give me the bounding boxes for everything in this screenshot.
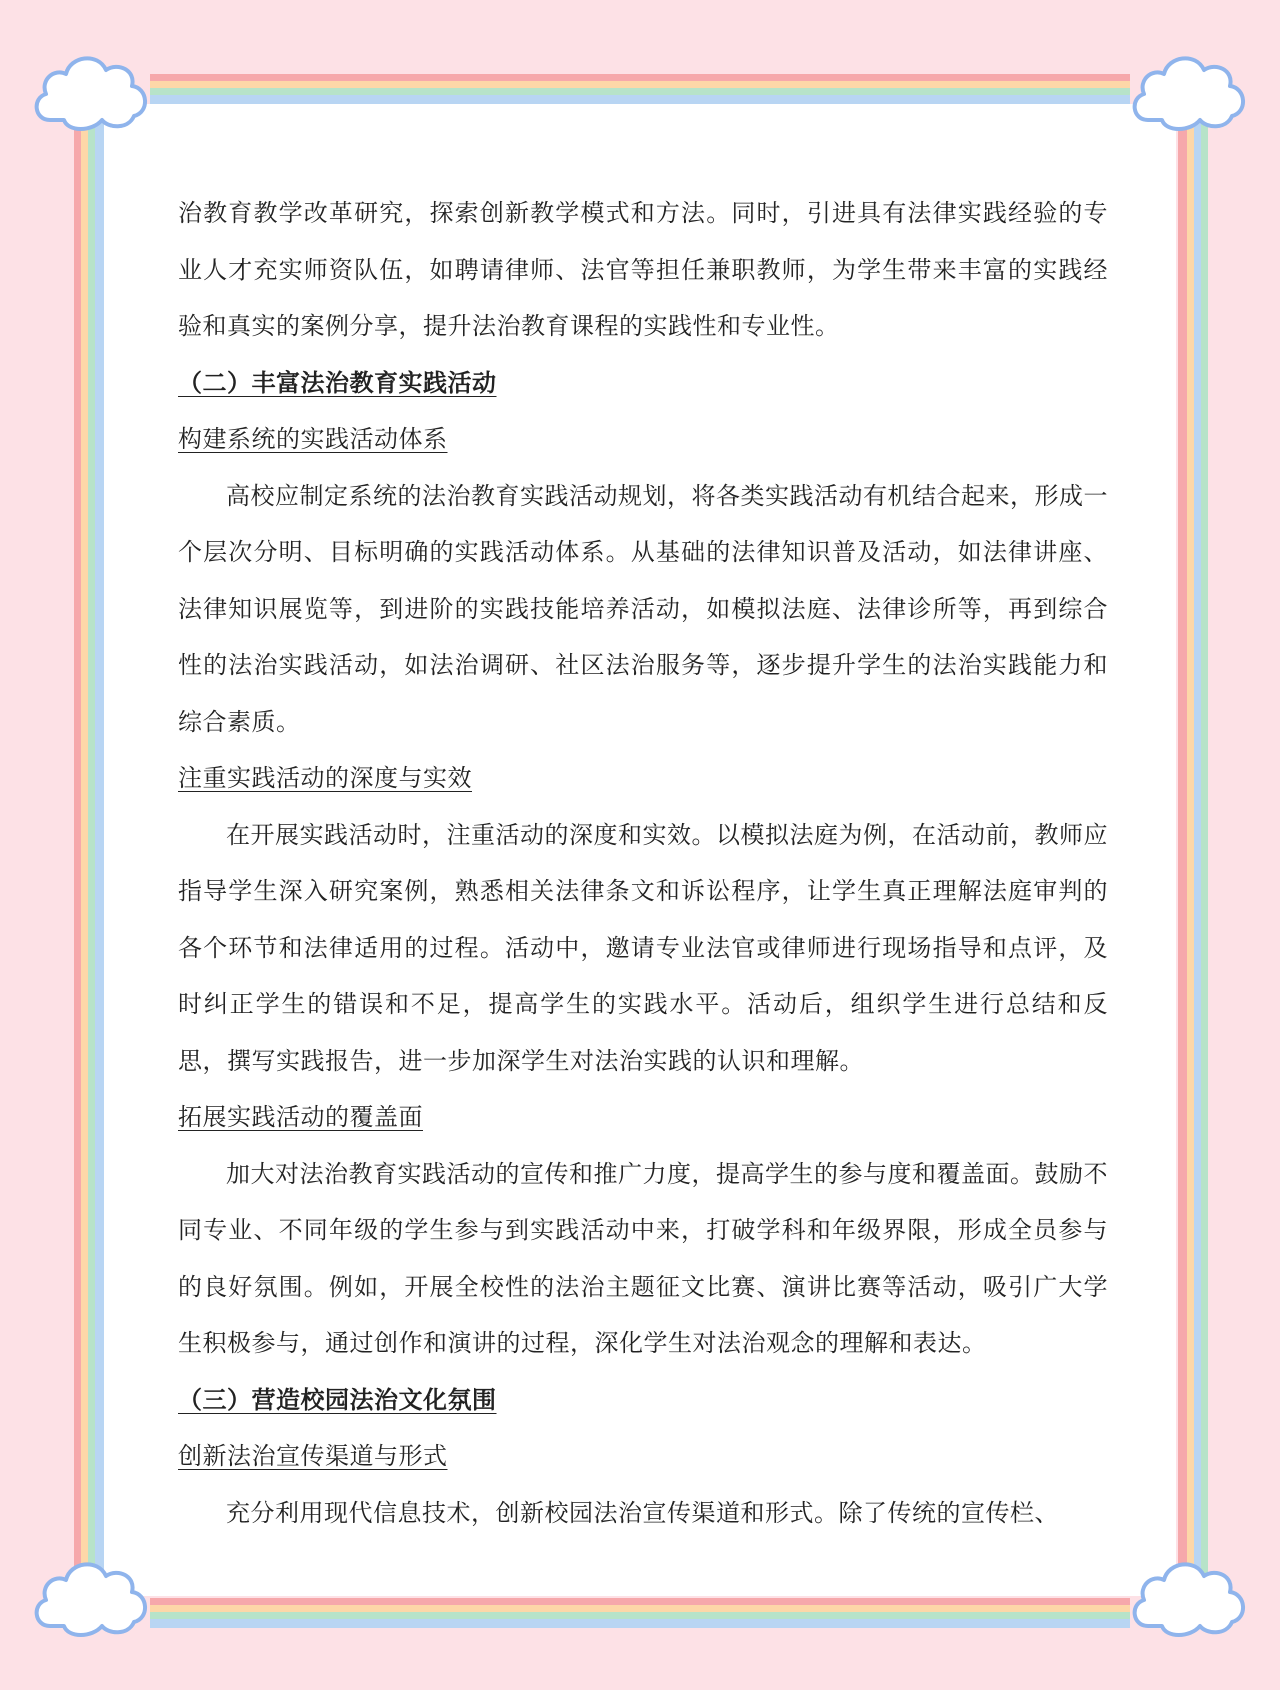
rainbow-frame-bottom [150,1598,1130,1628]
body-paragraph: 充分利用现代信息技术，创新校园法治宣传渠道和形式。除了传统的宣传栏、 [226,1498,1059,1527]
sub-heading: 注重实践活动的深度与实效 [178,764,472,792]
cloud-icon [28,1548,158,1648]
cloud-icon [1126,1548,1256,1648]
section-heading: （三）营造校园法治文化氛围 [178,1384,497,1414]
rainbow-frame-left [74,110,104,1590]
cloud-icon [1126,42,1256,142]
sub-heading: 创新法治宣传渠道与形式 [178,1442,448,1470]
body-paragraph: 在开展实践活动时，注重活动的深度和实效。以模拟法庭为例，在活动前，教师应指导学生深入研究案例，熟悉相关法律条文和诉讼程序，让学生真正理解法庭审判的各个环节和法律适用的过程。活动中，邀请专业法官或律师进行现场指导和点评，及时纠正学生的错误和不足，提高学生的实践水平。活动后，组织学生进行总结和反思，撰写实践报告，进一步加深学生对法治实践的认识和理解。 [178,820,1108,1075]
body-paragraph: 高校应制定系统的法治教育实践活动规划，将各类实践活动有机结合起来，形成一个层次分明、目标明确的实践活动体系。从基础的法律知识普及活动，如法律讲座、法律知识展览等，到进阶的实践技能培养活动，如模拟法庭、法律诊所等，再到综合性的法治实践活动，如法治调研、社区法治服务等，逐步提升学生的法治实践能力和综合素质。 [178,481,1108,736]
sub-heading: 构建系统的实践活动体系 [178,425,448,453]
body-paragraph: 加大对法治教育实践活动的宣传和推广力度，提高学生的参与度和覆盖面。鼓励不同专业、不同年级的学生参与到实践活动中来，打破学科和年级界限，形成全员参与的良好氛围。例如，开展全校性的法治主题征文比赛、演讲比赛等活动，吸引广大学生积极参与，通过创作和演讲的过程，深化学生对法治观念的理解和表达。 [178,1159,1108,1357]
rainbow-frame-top [150,74,1130,104]
sub-heading: 拓展实践活动的覆盖面 [178,1103,423,1131]
document-body [178,185,1108,1541]
section-heading: （二）丰富法治教育实践活动 [178,367,497,397]
cloud-icon [28,42,158,142]
rainbow-frame-right [1178,110,1208,1590]
body-paragraph: 治教育教学改革研究，探索创新教学模式和方法。同时，引进具有法律实践经验的专业人才充实师资队伍，如聘请律师、法官等担任兼职教师，为学生带来丰富的实践经验和真实的案例分享，提升法治教育课程的实践性和专业性。 [178,199,1108,340]
